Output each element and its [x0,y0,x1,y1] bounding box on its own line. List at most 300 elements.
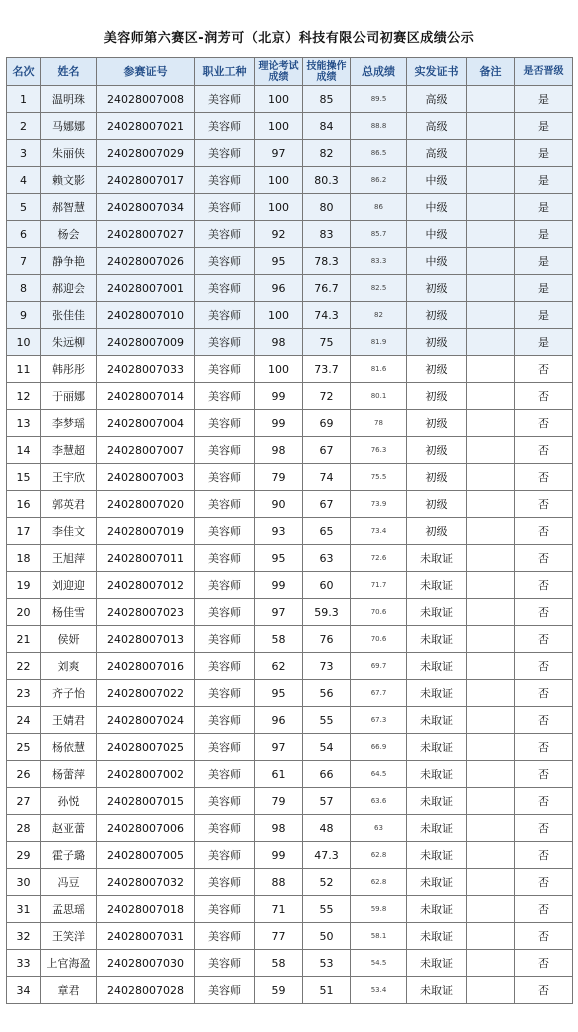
cell-skill: 56 [303,680,351,707]
cell-cert: 高级 [407,140,467,167]
table-row [7,140,573,167]
cell-name: 于丽娜 [41,383,97,410]
cell-name: 侯妍 [41,626,97,653]
cell-skill: 63 [303,545,351,572]
cell-job: 美容师 [195,653,255,680]
cell-theory: 59 [255,977,303,1004]
cell-remark [467,248,515,275]
cell-job: 美容师 [195,329,255,356]
cell-id: 24028007024 [97,707,195,734]
cell-id: 24028007022 [97,680,195,707]
cell-total: 73.9 [351,491,407,518]
cell-rank: 4 [7,167,41,194]
cell-promoted: 是 [515,329,573,356]
cell-rank: 8 [7,275,41,302]
cell-name: 静争艳 [41,248,97,275]
cell-name: 冯豆 [41,869,97,896]
cell-skill: 53 [303,950,351,977]
cell-remark [467,518,515,545]
cell-theory: 97 [255,734,303,761]
table-row [7,464,573,491]
header-id: 参赛证号 [97,58,195,86]
cell-cert: 未取证 [407,653,467,680]
cell-cert: 未取证 [407,707,467,734]
cell-skill: 83 [303,221,351,248]
cell-job: 美容师 [195,869,255,896]
cell-name: 王旭萍 [41,545,97,572]
cell-theory: 99 [255,410,303,437]
cell-job: 美容师 [195,761,255,788]
cell-rank: 33 [7,950,41,977]
table-row [7,572,573,599]
cell-total: 86.2 [351,167,407,194]
cell-job: 美容师 [195,977,255,1004]
cell-remark [467,842,515,869]
cell-theory: 97 [255,599,303,626]
cell-job: 美容师 [195,707,255,734]
table-row [7,626,573,653]
cell-total: 59.8 [351,896,407,923]
cell-total: 62.8 [351,869,407,896]
cell-rank: 16 [7,491,41,518]
cell-theory: 99 [255,572,303,599]
cell-total: 78 [351,410,407,437]
cell-rank: 31 [7,896,41,923]
cell-theory: 95 [255,680,303,707]
cell-id: 24028007033 [97,356,195,383]
cell-remark [467,653,515,680]
cell-name: 章君 [41,977,97,1004]
cell-total: 70.6 [351,626,407,653]
cell-id: 24028007032 [97,869,195,896]
cell-id: 24028007030 [97,950,195,977]
cell-name: 霍子璐 [41,842,97,869]
table-row [7,869,573,896]
cell-cert: 初级 [407,302,467,329]
cell-rank: 26 [7,761,41,788]
cell-name: 韩彤彤 [41,356,97,383]
cell-remark [467,572,515,599]
cell-rank: 24 [7,707,41,734]
cell-cert: 未取证 [407,680,467,707]
cell-total: 53.4 [351,977,407,1004]
cell-id: 24028007019 [97,518,195,545]
cell-id: 24028007012 [97,572,195,599]
table-row [7,86,573,113]
cell-remark [467,869,515,896]
cell-cert: 未取证 [407,626,467,653]
cell-promoted: 是 [515,221,573,248]
results-table [6,57,573,1004]
cell-rank: 32 [7,923,41,950]
cell-theory: 71 [255,896,303,923]
cell-rank: 21 [7,626,41,653]
cell-skill: 74 [303,464,351,491]
cell-remark [467,950,515,977]
table-row [7,329,573,356]
table-row [7,977,573,1004]
cell-rank: 7 [7,248,41,275]
cell-cert: 未取证 [407,923,467,950]
cell-skill: 48 [303,815,351,842]
cell-theory: 100 [255,86,303,113]
cell-job: 美容师 [195,140,255,167]
cell-theory: 96 [255,707,303,734]
table-row [7,248,573,275]
cell-job: 美容师 [195,842,255,869]
cell-id: 24028007027 [97,221,195,248]
cell-skill: 66 [303,761,351,788]
cell-theory: 95 [255,248,303,275]
cell-skill: 54 [303,734,351,761]
cell-id: 24028007001 [97,275,195,302]
cell-id: 24028007015 [97,788,195,815]
cell-id: 24028007010 [97,302,195,329]
cell-remark [467,923,515,950]
cell-cert: 未取证 [407,977,467,1004]
cell-rank: 27 [7,788,41,815]
cell-theory: 92 [255,221,303,248]
cell-cert: 未取证 [407,599,467,626]
cell-job: 美容师 [195,221,255,248]
cell-cert: 中级 [407,194,467,221]
cell-theory: 58 [255,950,303,977]
cell-skill: 75 [303,329,351,356]
cell-remark [467,491,515,518]
cell-skill: 65 [303,518,351,545]
table-row [7,275,573,302]
table-row [7,896,573,923]
cell-theory: 79 [255,788,303,815]
cell-promoted: 否 [515,680,573,707]
cell-job: 美容师 [195,815,255,842]
cell-name: 温明珠 [41,86,97,113]
table-row [7,194,573,221]
cell-theory: 77 [255,923,303,950]
header-skill: 技能操作成绩 [303,58,351,86]
cell-skill: 74.3 [303,302,351,329]
cell-job: 美容师 [195,599,255,626]
cell-theory: 93 [255,518,303,545]
table-row [7,167,573,194]
cell-skill: 57 [303,788,351,815]
cell-total: 54.5 [351,950,407,977]
cell-total: 81.9 [351,329,407,356]
cell-remark [467,977,515,1004]
cell-remark [467,437,515,464]
cell-name: 杨会 [41,221,97,248]
cell-id: 24028007011 [97,545,195,572]
cell-name: 孟思瑶 [41,896,97,923]
cell-name: 杨依慧 [41,734,97,761]
cell-rank: 13 [7,410,41,437]
cell-cert: 高级 [407,86,467,113]
cell-job: 美容师 [195,680,255,707]
cell-cert: 初级 [407,329,467,356]
cell-name: 郝智慧 [41,194,97,221]
cell-cert: 高级 [407,113,467,140]
cell-remark [467,410,515,437]
cell-promoted: 否 [515,977,573,1004]
header-remark: 备注 [467,58,515,86]
cell-promoted: 否 [515,356,573,383]
cell-total: 76.3 [351,437,407,464]
cell-promoted: 否 [515,653,573,680]
header-job: 职业工种 [195,58,255,86]
cell-job: 美容师 [195,491,255,518]
cell-theory: 95 [255,545,303,572]
cell-skill: 82 [303,140,351,167]
cell-total: 63.6 [351,788,407,815]
cell-skill: 73 [303,653,351,680]
cell-name: 上官海盈 [41,950,97,977]
cell-remark [467,140,515,167]
table-row [7,356,573,383]
cell-id: 24028007002 [97,761,195,788]
cell-job: 美容师 [195,518,255,545]
cell-remark [467,275,515,302]
table-row [7,518,573,545]
table-row [7,302,573,329]
cell-promoted: 否 [515,869,573,896]
cell-promoted: 否 [515,572,573,599]
cell-theory: 88 [255,869,303,896]
cell-id: 24028007014 [97,383,195,410]
cell-promoted: 是 [515,248,573,275]
cell-cert: 初级 [407,437,467,464]
header-cert: 实发证书 [407,58,467,86]
cell-remark [467,194,515,221]
cell-id: 24028007007 [97,437,195,464]
cell-total: 86.5 [351,140,407,167]
cell-skill: 76 [303,626,351,653]
cell-theory: 100 [255,113,303,140]
cell-rank: 1 [7,86,41,113]
cell-total: 69.7 [351,653,407,680]
cell-id: 24028007029 [97,140,195,167]
cell-skill: 60 [303,572,351,599]
cell-remark [467,302,515,329]
table-row [7,410,573,437]
cell-rank: 11 [7,356,41,383]
cell-skill: 59.3 [303,599,351,626]
cell-job: 美容师 [195,788,255,815]
cell-skill: 80 [303,194,351,221]
cell-promoted: 否 [515,923,573,950]
cell-promoted: 否 [515,437,573,464]
cell-skill: 67 [303,437,351,464]
cell-skill: 73.7 [303,356,351,383]
cell-cert: 未取证 [407,545,467,572]
table-row [7,761,573,788]
cell-rank: 30 [7,869,41,896]
cell-skill: 78.3 [303,248,351,275]
cell-skill: 85 [303,86,351,113]
cell-name: 李慧超 [41,437,97,464]
cell-theory: 97 [255,140,303,167]
cell-job: 美容师 [195,113,255,140]
cell-theory: 100 [255,356,303,383]
cell-rank: 18 [7,545,41,572]
cell-cert: 初级 [407,518,467,545]
cell-theory: 79 [255,464,303,491]
cell-rank: 9 [7,302,41,329]
cell-skill: 72 [303,383,351,410]
cell-cert: 初级 [407,464,467,491]
cell-promoted: 否 [515,464,573,491]
cell-name: 孙悦 [41,788,97,815]
cell-rank: 15 [7,464,41,491]
cell-remark [467,464,515,491]
cell-promoted: 否 [515,842,573,869]
cell-promoted: 是 [515,167,573,194]
table-body [7,86,573,1004]
cell-remark [467,788,515,815]
cell-job: 美容师 [195,356,255,383]
cell-promoted: 否 [515,491,573,518]
cell-theory: 99 [255,842,303,869]
cell-promoted: 否 [515,383,573,410]
cell-id: 24028007016 [97,653,195,680]
cell-promoted: 否 [515,545,573,572]
table-row [7,734,573,761]
cell-total: 70.6 [351,599,407,626]
cell-job: 美容师 [195,86,255,113]
table-row [7,545,573,572]
table-row [7,653,573,680]
cell-total: 72.6 [351,545,407,572]
cell-id: 24028007006 [97,815,195,842]
cell-rank: 3 [7,140,41,167]
table-row [7,437,573,464]
cell-skill: 69 [303,410,351,437]
cell-job: 美容师 [195,302,255,329]
cell-promoted: 是 [515,113,573,140]
cell-rank: 10 [7,329,41,356]
header-rank: 名次 [7,58,41,86]
cell-promoted: 否 [515,518,573,545]
cell-remark [467,626,515,653]
table-row [7,815,573,842]
header-name: 姓名 [41,58,97,86]
cell-rank: 12 [7,383,41,410]
cell-cert: 中级 [407,221,467,248]
cell-rank: 28 [7,815,41,842]
cell-remark [467,221,515,248]
cell-name: 齐子怡 [41,680,97,707]
cell-remark [467,680,515,707]
cell-name: 赵亚蕾 [41,815,97,842]
cell-promoted: 否 [515,707,573,734]
cell-theory: 58 [255,626,303,653]
cell-total: 58.1 [351,923,407,950]
cell-name: 李佳文 [41,518,97,545]
cell-rank: 23 [7,680,41,707]
cell-remark [467,356,515,383]
cell-promoted: 是 [515,194,573,221]
table-row [7,923,573,950]
cell-name: 马娜娜 [41,113,97,140]
cell-rank: 5 [7,194,41,221]
cell-total: 75.5 [351,464,407,491]
cell-id: 24028007004 [97,410,195,437]
cell-theory: 98 [255,329,303,356]
cell-total: 82.5 [351,275,407,302]
cell-promoted: 否 [515,761,573,788]
cell-total: 85.7 [351,221,407,248]
cell-cert: 未取证 [407,950,467,977]
cell-rank: 22 [7,653,41,680]
cell-rank: 25 [7,734,41,761]
cell-rank: 34 [7,977,41,1004]
cell-rank: 14 [7,437,41,464]
cell-cert: 中级 [407,248,467,275]
cell-theory: 61 [255,761,303,788]
cell-promoted: 是 [515,275,573,302]
cell-skill: 55 [303,707,351,734]
cell-job: 美容师 [195,248,255,275]
cell-promoted: 是 [515,140,573,167]
cell-skill: 67 [303,491,351,518]
cell-job: 美容师 [195,437,255,464]
cell-total: 67.7 [351,680,407,707]
cell-name: 杨佳雪 [41,599,97,626]
table-row [7,842,573,869]
cell-id: 24028007008 [97,86,195,113]
cell-cert: 未取证 [407,842,467,869]
table-row [7,221,573,248]
cell-id: 24028007025 [97,734,195,761]
cell-name: 王宇欣 [41,464,97,491]
cell-job: 美容师 [195,572,255,599]
cell-theory: 100 [255,194,303,221]
page-title: 美容师第六赛区-润芳可（北京）科技有限公司初赛区成绩公示 [103,31,475,46]
cell-job: 美容师 [195,896,255,923]
cell-promoted: 否 [515,410,573,437]
cell-rank: 6 [7,221,41,248]
cell-job: 美容师 [195,734,255,761]
cell-skill: 51 [303,977,351,1004]
cell-remark [467,329,515,356]
cell-rank: 29 [7,842,41,869]
cell-promoted: 是 [515,86,573,113]
cell-theory: 62 [255,653,303,680]
cell-job: 美容师 [195,194,255,221]
cell-remark [467,167,515,194]
cell-id: 24028007031 [97,923,195,950]
cell-cert: 初级 [407,491,467,518]
header-theory: 理论考试成绩 [255,58,303,86]
table-row [7,491,573,518]
cell-name: 刘爽 [41,653,97,680]
cell-remark [467,707,515,734]
cell-id: 24028007028 [97,977,195,1004]
table-row [7,599,573,626]
cell-skill: 50 [303,923,351,950]
cell-job: 美容师 [195,275,255,302]
cell-theory: 100 [255,302,303,329]
cell-promoted: 否 [515,788,573,815]
cell-remark [467,113,515,140]
cell-name: 张佳佳 [41,302,97,329]
cell-job: 美容师 [195,167,255,194]
cell-id: 24028007021 [97,113,195,140]
cell-id: 24028007034 [97,194,195,221]
cell-theory: 98 [255,815,303,842]
cell-rank: 19 [7,572,41,599]
table-row [7,383,573,410]
cell-id: 24028007009 [97,329,195,356]
